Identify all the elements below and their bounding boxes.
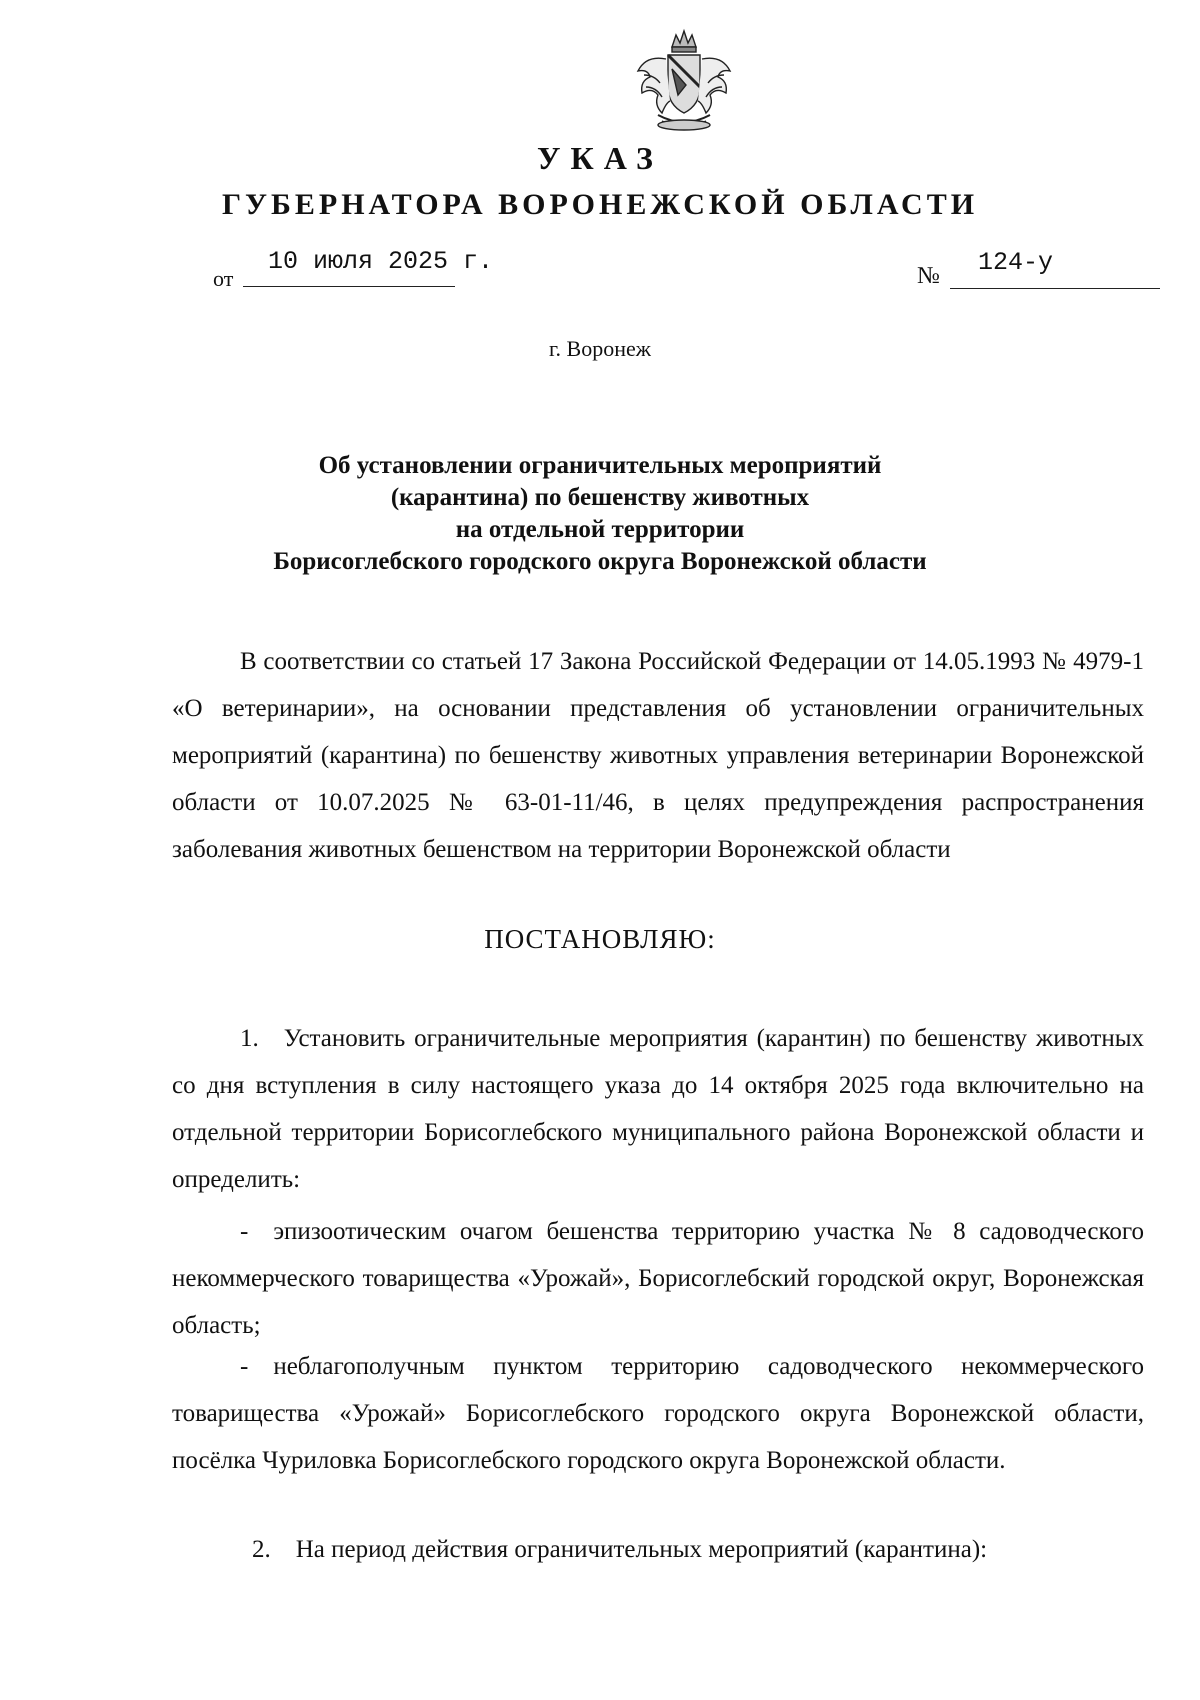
document-heading [150, 450, 1050, 578]
heading-line: Борисоглебского городского округа Воронежской области [273, 548, 927, 575]
item-1-paragraph: 1. Установить ограничительные мероприятия (карантин) по бешенству животных со дня вступления в силу настоящего указа до 14 октября 2025 года включительно на отдельной территории Борисоглебского муниципального района Воронежской области и определить: [172, 1025, 1144, 1193]
coat-of-arms-emblem [628, 25, 740, 137]
date-underline [243, 286, 455, 287]
number-underline [950, 288, 1160, 289]
heading-line: (карантина) по бешенству животных [390, 484, 810, 511]
item-2-paragraph: 2. На период действия ограничительных мероприятий (карантина): [252, 1536, 988, 1563]
city-line: г. Воронеж [549, 336, 651, 361]
preamble-paragraph: В соответствии со статьей 17 Закона Российской Федерации от 14.05.1993 № 4979-1 «О ветеринарии», на основании представления об установлении ограничительных мероприятий (карантина) по бешенству животных управления ветеринарии Воронежской области от 10.07.2025 № 63-01-11/46, в целях предупреждения распространения заболевания животных бешенством на территории Воронежской области [172, 648, 1144, 863]
dash-item-outbreak: - эпизоотическим очагом бешенства территорию участка № 8 садоводческого некоммерческого товарищества «Урожай», Борисоглебский городской округ, Воронежская область; [172, 1218, 1144, 1339]
number-label: № [917, 263, 940, 289]
dash-item-unfavorable-point: - неблагополучным пунктом территорию садоводческого некоммерческого товарищества «Урожай» Борисоглебского городского округа Воронежской области, посёлка Чуриловка Борисоглебского городского округа Воронежской области. [172, 1353, 1144, 1474]
decree-word: ПОСТАНОВЛЯЮ: [484, 924, 716, 954]
date-label: от [213, 266, 234, 291]
issuer-title: ГУБЕРНАТОРА ВОРОНЕЖСКОЙ ОБЛАСТИ [221, 188, 979, 221]
document-type: УКАЗ [537, 140, 663, 176]
document-number: 124-у [978, 248, 1054, 277]
heading-line: на отдельной территории [455, 516, 745, 543]
heading-line: Об установлении ограничительных мероприятий [318, 452, 882, 479]
document-date: 10 июля 2025 г. [268, 247, 494, 276]
